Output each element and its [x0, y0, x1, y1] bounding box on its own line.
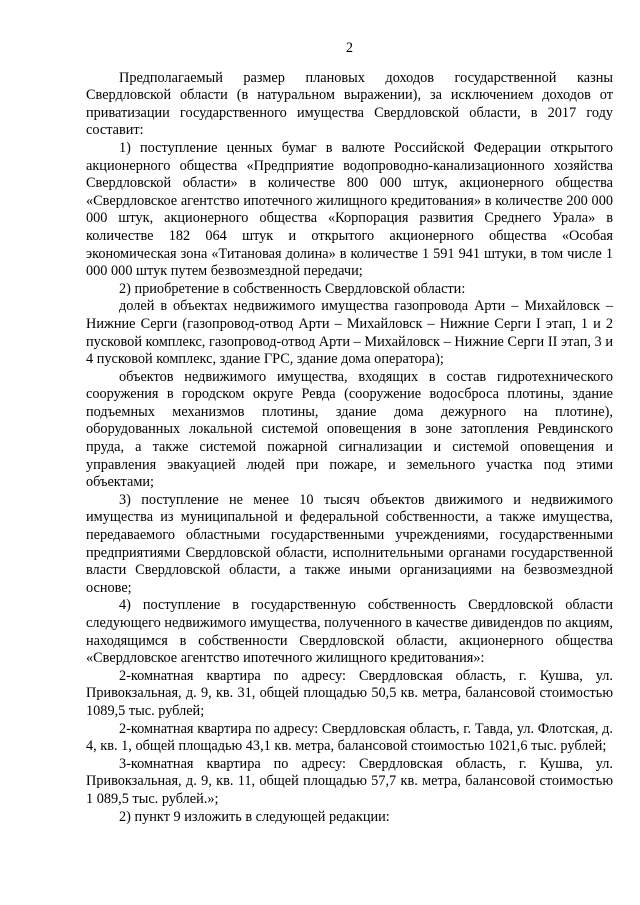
paragraph-item-3-transfer: 3) поступление не менее 10 тысяч объектов движимого и недвижимого имущества из муниципальной и федеральной собственности, а также имущества, передаваемого областными государственными учреждениями, государственными предприятиями Свердловской области, исполнительными органами государственной власти Свердловской области, а также иными организациями на безвозмездной основе; [86, 491, 613, 596]
page-number: 2 [345, 40, 354, 56]
paragraph-point-9: 2) пункт 9 изложить в следующей редакции: [119, 808, 390, 825]
paragraph-gas-pipeline-shares: долей в объектах недвижимого имущества газопровода Арти – Михайловск – Нижние Серги (газопровод-отвод Арти – Михайловск – Нижние Серги I этап, 1 и 2 пусковой комплекс, газопровод-отвод Арти – Михайловск – Нижние Серги II этап, 3 и 4 пусковой комплекс, здание ГРС, здание дома оператора); [86, 298, 613, 368]
paragraph-item-1-securities: 1) поступление ценных бумаг в валюте Российской Федерации открытого акционерного общества «Предприятие водопроводно-канализационного хозяйства Свердловской области» в количестве 800 000 штук, акционерного общества «Свердловское агентство ипотечного жилищного кредитования» в количестве 200 000 000 штук, акционерного общества «Корпорация развития Среднего Урала» в количестве 182 064 штук и открытого акционерного общества «Особая экономическая зона «Титановая долина» в количестве 1 591 941 штуки, в том числе 1 000 000 штук путем безвозмездной передачи; [86, 139, 613, 280]
paragraph-hydro-structure: объектов недвижимого имущества, входящих в состав гидротехнического сооружения в городском округе Ревда (сооружение водосброса плотины, здание подъемных механизмов плотины, здание дома дежурного на плотине), оборудованных локальной системой оповещения в зоне затопления Ревдинского пруда, а также системой пожарной сигнализации и системой оповещения и управления эвакуацией людей при пожаре, и земельного участка под этими объектами; [86, 368, 613, 491]
paragraph-intro: Предполагаемый размер плановых доходов государственной казны Свердловской области (в натуральном выражении), за исключением доходов от приватизации государственного имущества Свердловской области, в 2017 году составит: [86, 69, 613, 139]
paragraph-apartment-kushva-31: 2-комнатная квартира по адресу: Свердловская область, г. Кушва, ул. Привокзальная, д. 9, кв. 31, общей площадью 50,5 кв. метра, балансовой стоимостью 1089,5 тыс. рублей; [86, 667, 613, 719]
paragraph-item-2-acquisition: 2) приобретение в собственность Свердловской области: [119, 280, 466, 297]
paragraph-apartment-kushva-11: 3-комнатная квартира по адресу: Свердловская область, г. Кушва, ул. Привокзальная, д. 9, кв. 11, общей площадью 57,7 кв. метра, балансовой стоимостью 1 089,5 тыс. рублей.»; [86, 755, 613, 807]
paragraph-item-4-real-estate: 4) поступление в государственную собственность Свердловской области следующего недвижимого имущества, полученного в качестве дивидендов по акциям, находящимся в собственности Свердловской области, акционерного общества «Свердловское агентство ипотечного жилищного кредитования»: [86, 597, 613, 667]
paragraph-apartment-tavda: 2-комнатная квартира по адресу: Свердловская область, г. Тавда, ул. Флотская, д. 4, кв. 1, общей площадью 43,1 кв. метра, балансовой стоимостью 1021,6 тыс. рублей; [86, 720, 613, 755]
